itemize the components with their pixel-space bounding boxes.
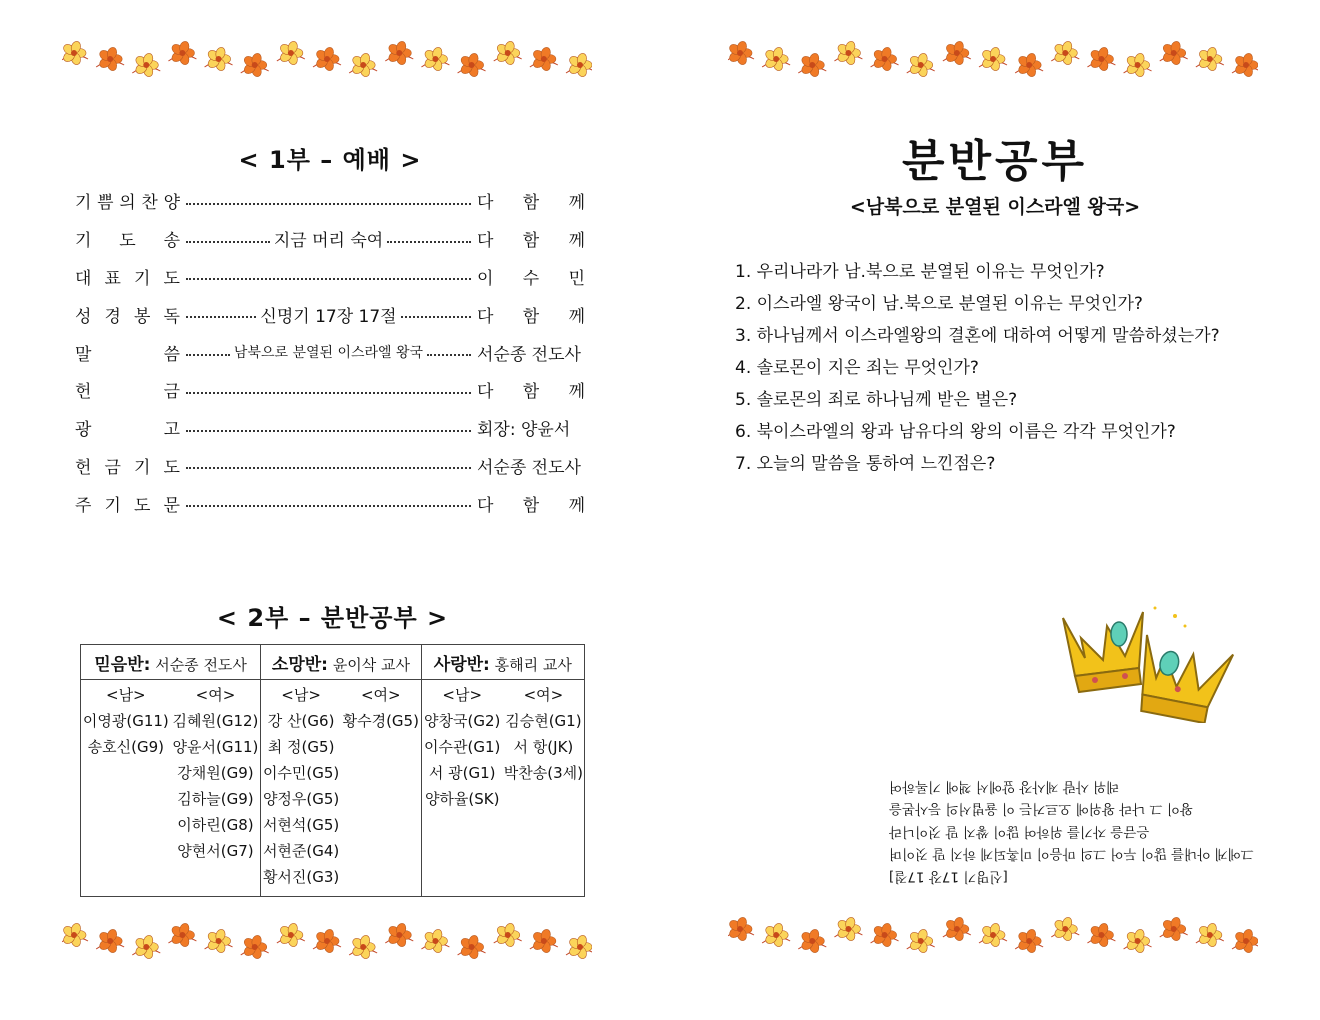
leader-char: 민: [568, 268, 585, 289]
leader-char: 다: [477, 231, 494, 252]
flower-icon: [907, 52, 935, 78]
program-label-char: 찬: [141, 193, 158, 214]
verse-line: 그에게 아내를 많이 두어 그의 마음이 미혹되게 하지 말 것이며: [889, 846, 1254, 862]
flower-icon: [494, 40, 522, 66]
flower-icon: [871, 46, 899, 72]
leader-char: 다: [477, 382, 494, 403]
class-members: [261, 680, 421, 897]
page-title: 분반공부: [901, 136, 1088, 187]
flower-icon: [530, 928, 558, 954]
program-leader: [186, 302, 471, 327]
program-item-label: [75, 491, 180, 516]
program-item-label: [75, 188, 180, 213]
class-columns: [81, 680, 260, 864]
flower-icon: [1051, 916, 1079, 942]
flower-border-bottom-right: [728, 910, 1258, 960]
question-list: [735, 258, 1220, 482]
program-item-label: [75, 340, 180, 365]
program-label-char: 경: [104, 306, 121, 327]
student-name: 서 항(JK): [513, 738, 574, 756]
flower-icon: [1124, 928, 1152, 954]
class-name: 소망반:: [271, 654, 328, 675]
class-columns: [261, 680, 420, 890]
worship-program: [75, 182, 585, 522]
program-leader: [186, 386, 471, 394]
flower-icon: [277, 922, 305, 948]
student-name: 강 산(G6): [267, 712, 335, 730]
program-label-char: 씀: [163, 344, 180, 365]
student-name: 이수민(G5): [262, 764, 340, 782]
program-label-char: 도: [134, 495, 151, 516]
flower-icon: [349, 52, 377, 78]
flower-icon: [1087, 922, 1115, 948]
flower-icon: [566, 934, 592, 960]
flower-icon: [979, 46, 1007, 72]
verse-line: [신명기 17장 17절]: [889, 868, 1009, 885]
program-label-char: 기: [134, 268, 151, 289]
program-label-char: 대: [75, 268, 92, 289]
student-name: 서현석(G5): [262, 816, 340, 834]
program-label-char: 헌: [75, 382, 92, 403]
male-header: <남>: [442, 686, 483, 704]
student-name: 김혜원(G12): [172, 712, 259, 730]
dot-leader: [186, 505, 471, 507]
female-header: <여>: [523, 686, 564, 704]
leader-char: 께: [568, 193, 585, 214]
program-label-char: 성: [75, 306, 92, 327]
flower-icon: [385, 922, 413, 948]
part2-title: < 2부 – 분반공부 >: [216, 604, 449, 632]
flower-icon: [313, 928, 341, 954]
student-name: 이하린(G8): [177, 816, 254, 834]
flower-icon: [96, 46, 124, 72]
leader-char: 께: [568, 495, 585, 516]
student-name: 양창국(G2): [424, 712, 501, 730]
program-label-char: 봉: [134, 306, 151, 327]
flower-icon: [277, 40, 305, 66]
program-label-char: 문: [163, 495, 180, 516]
dot-leader: [186, 467, 471, 469]
student-name: 서 광(G1): [428, 764, 496, 782]
bible-verse: [889, 775, 1254, 888]
female-header: <여>: [360, 686, 401, 704]
student-name: 김승현(G1): [505, 712, 582, 730]
female-column: [503, 680, 584, 812]
leader-char: 함: [522, 382, 540, 403]
class-name: 사랑반:: [433, 654, 490, 675]
program-label-char: 금: [163, 382, 180, 403]
flower-icon: [241, 52, 269, 78]
program-item-leader: [477, 377, 585, 402]
leader-char: 함: [522, 231, 540, 252]
leader-char: 다: [477, 193, 494, 214]
leader-char: 께: [568, 231, 585, 252]
male-header: <남>: [281, 686, 321, 704]
program-row: [75, 371, 585, 409]
class-members: [421, 680, 584, 897]
program-item-leader: [477, 226, 585, 251]
question-item: 3. 하나님께서 이스라엘왕의 결혼에 대하여 어떻게 말씀하셨는가?: [735, 326, 1220, 346]
program-row: [75, 182, 585, 220]
flower-border-bottom-left: [62, 916, 592, 966]
question-item: 4. 솔로몬이 지은 죄는 무엇인가?: [735, 358, 979, 378]
flower-icon: [385, 40, 413, 66]
dot-leader: [186, 392, 471, 394]
student-name: 양하율(SK): [424, 790, 500, 808]
male-column: [422, 680, 503, 812]
flower-icon: [1232, 928, 1258, 954]
question-item: 5. 솔로몬의 죄로 하나님께 받은 벌은?: [735, 390, 1018, 410]
program-row: [75, 484, 585, 522]
program-item-leader: 서순종 전도사: [477, 457, 581, 478]
student-name: 양윤서(G11): [172, 738, 259, 756]
dot-leader: [186, 278, 471, 280]
dot-leader: [427, 354, 471, 356]
program-label-char: 기: [104, 495, 121, 516]
program-label-char: 기: [75, 231, 92, 252]
flower-icon: [1124, 52, 1152, 78]
program-leader: [186, 424, 471, 432]
student-name: 양정우(G5): [262, 790, 340, 808]
flower-icon: [943, 40, 971, 66]
flower-icon: [313, 46, 341, 72]
program-item-leader: 서순종 전도사: [477, 344, 581, 365]
dot-leader: [186, 316, 256, 318]
flower-border-top-left: [62, 34, 592, 84]
leader-char: 께: [568, 382, 585, 403]
class-members: [81, 680, 261, 897]
program-label-char: 도: [163, 268, 180, 289]
program-label-char: 헌: [75, 457, 92, 478]
program-leader: [186, 226, 471, 251]
question-item: 2. 이스라엘 왕국이 남.북으로 분열된 이유는 무엇인가?: [735, 294, 1143, 314]
flower-icon: [241, 934, 269, 960]
program-row: [75, 409, 585, 447]
program-item-label: [75, 264, 180, 289]
flower-icon: [1087, 46, 1115, 72]
leader-char: 이: [477, 268, 494, 289]
program-item-leader: [477, 264, 585, 289]
flower-icon: [205, 928, 233, 954]
flower-icon: [979, 922, 1007, 948]
student-name: 강채원(G9): [177, 764, 254, 782]
class-columns: [422, 680, 584, 812]
leader-char: 함: [522, 495, 540, 516]
flower-icon: [1051, 40, 1079, 66]
flower-icon: [1160, 40, 1188, 66]
program-item-detail: 남북으로 분열된 이스라엘 왕국: [233, 345, 424, 362]
program-item-label: [75, 226, 180, 251]
student-name: 최 정(G5): [267, 738, 335, 756]
program-row: [75, 333, 585, 371]
flower-icon: [1015, 928, 1043, 954]
flower-icon: [458, 934, 486, 960]
student-name: 이수관(G1): [424, 738, 501, 756]
program-label-char: 쁨: [97, 193, 114, 214]
program-item-detail: 신명기 17장 17절: [260, 306, 397, 327]
program-leader: [186, 272, 471, 280]
program-item-detail: 지금 머리 숙여: [273, 231, 384, 252]
female-column: [341, 680, 421, 890]
leader-char: 다: [477, 495, 494, 516]
program-item-label: [75, 453, 180, 478]
flower-icon: [205, 46, 233, 72]
class-header: [81, 645, 261, 680]
flower-icon: [566, 52, 592, 78]
crown-icon: [1063, 612, 1143, 692]
leader-char: 다: [477, 306, 494, 327]
male-header: <남>: [106, 686, 146, 704]
flower-icon: [728, 40, 754, 66]
program-label-char: 독: [163, 306, 180, 327]
student-name: 서현준(G4): [262, 842, 340, 860]
program-leader: [186, 342, 471, 362]
part1-title: < 1부 – 예배 >: [238, 146, 422, 174]
page-subtitle: <남북으로 분열된 이스라엘 왕국>: [849, 196, 1141, 218]
program-label-char: 금: [104, 457, 121, 478]
verse-line: 은금을 자기를 위하여 많이 쌓지 말 것이니라: [889, 823, 1150, 840]
flower-icon: [96, 928, 124, 954]
flower-icon: [943, 916, 971, 942]
female-header: <여>: [195, 686, 236, 704]
dot-leader: [186, 203, 471, 205]
crowns-illustration: [1055, 598, 1235, 723]
program-label-char: 양: [163, 193, 180, 214]
question-item: 7. 오늘의 말씀을 통하여 느낀점은?: [735, 454, 996, 474]
flower-icon: [762, 922, 790, 948]
program-row: [75, 447, 585, 485]
flower-icon: [798, 928, 826, 954]
flower-icon: [421, 928, 449, 954]
class-table: [80, 644, 585, 897]
flower-icon: [834, 40, 862, 66]
program-leader: [186, 499, 471, 507]
program-label-char: 광: [75, 420, 92, 441]
verse-line: 왕이 그 나라 왕위에 오르거든 이 율법서의 등사본을: [889, 801, 1194, 817]
program-item-leader: [477, 188, 585, 213]
flower-icon: [871, 922, 899, 948]
program-row: [75, 220, 585, 258]
student-name: 황서진(G3): [262, 868, 340, 886]
flower-icon: [421, 46, 449, 72]
dot-leader: [186, 241, 270, 243]
program-label-char: 도: [119, 231, 136, 252]
flower-icon: [834, 916, 862, 942]
flower-icon: [458, 52, 486, 78]
female-column: [171, 680, 261, 864]
flower-icon: [132, 934, 160, 960]
flower-icon: [168, 40, 196, 66]
flower-border-top-right: [728, 34, 1258, 84]
dot-leader: [186, 354, 230, 356]
student-name: 양현서(G7): [177, 842, 254, 860]
dot-leader: [186, 430, 471, 432]
verse-line: 레위 사람 제사장 앞에서 책에 기록하여: [889, 778, 1120, 795]
program-row: [75, 295, 585, 333]
flower-icon: [62, 40, 88, 66]
class-teacher: 홍해리 교사: [489, 655, 572, 674]
class-header: [261, 645, 421, 680]
program-item-label: [75, 415, 180, 440]
program-label-char: 기: [134, 457, 151, 478]
program-row: [75, 258, 585, 296]
dot-leader: [387, 241, 471, 243]
program-item-label: [75, 377, 180, 402]
question-item: 1. 우리나라가 남.북으로 분열된 이유는 무엇인가?: [735, 262, 1105, 282]
flower-icon: [132, 52, 160, 78]
flower-icon: [798, 52, 826, 78]
flower-icon: [494, 922, 522, 948]
program-label-char: 고: [163, 420, 180, 441]
flower-icon: [728, 916, 754, 942]
male-column: [261, 680, 341, 890]
program-leader: [186, 461, 471, 469]
student-name: 황수경(G5): [342, 712, 419, 730]
program-label-char: 주: [75, 495, 92, 516]
class-name: 믿음반:: [94, 654, 151, 675]
flower-icon: [1232, 52, 1258, 78]
student-name: 박찬송(3세): [503, 764, 584, 782]
flower-icon: [907, 928, 935, 954]
program-item-leader: 회장: 양윤서: [477, 420, 571, 441]
flower-icon: [1196, 46, 1224, 72]
leader-char: 함: [522, 306, 540, 327]
flower-icon: [62, 922, 88, 948]
flower-icon: [168, 922, 196, 948]
flower-icon: [349, 934, 377, 960]
program-leader: [186, 197, 471, 205]
flower-icon: [530, 46, 558, 72]
program-label-char: 도: [163, 457, 180, 478]
student-name: 송호신(G9): [87, 738, 164, 756]
leader-char: 함: [522, 193, 540, 214]
program-label-char: 기: [75, 193, 92, 214]
student-name: 이영광(G11): [82, 712, 169, 730]
class-teacher: 윤이삭 교사: [327, 655, 410, 674]
class-header: [421, 645, 584, 680]
flower-icon: [1015, 52, 1043, 78]
dot-leader: [401, 316, 471, 318]
male-column: [81, 680, 171, 864]
class-teacher: 서순종 전도사: [150, 655, 247, 674]
question-item: 6. 북이스라엘의 왕과 남유다의 왕의 이름은 각각 무엇인가?: [735, 422, 1176, 442]
leader-char: 께: [568, 306, 585, 327]
leader-char: 수: [522, 268, 540, 289]
student-name: 김하늘(G9): [177, 790, 254, 808]
flower-icon: [762, 46, 790, 72]
program-label-char: 의: [119, 193, 136, 214]
flower-icon: [1160, 916, 1188, 942]
flower-icon: [1196, 922, 1224, 948]
program-label-char: 표: [104, 268, 121, 289]
program-label-char: 송: [163, 231, 180, 252]
program-item-leader: [477, 302, 585, 327]
program-item-leader: [477, 491, 585, 516]
program-label-char: 말: [75, 344, 92, 365]
program-item-label: [75, 302, 180, 327]
